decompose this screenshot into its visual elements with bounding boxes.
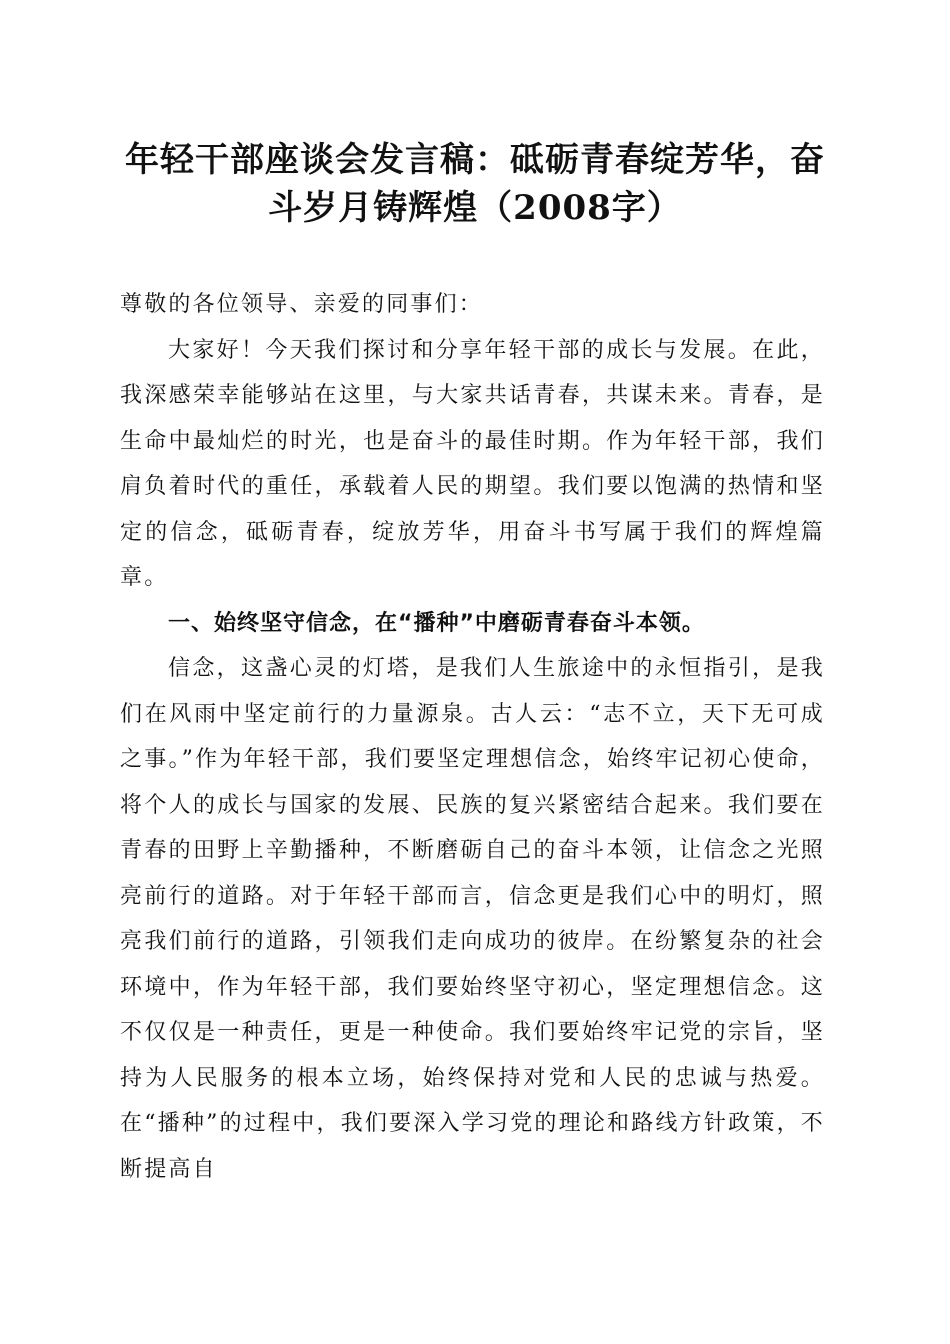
document-title: 年轻干部座谈会发言稿：砥砺青春绽芳华，奋斗岁月铸辉煌（2008字） xyxy=(125,140,825,228)
document-body xyxy=(120,282,825,1192)
salutation: 尊敬的各位领导、亲爱的同事们： xyxy=(120,292,484,317)
section-paragraph: 信念，这盏心灵的灯塔，是我们人生旅途中的永恒指引，是我们在风雨中坚定前行的力量源泉。古人云：“志不立，天下无可成之事。”作为年轻干部，我们要坚定理想信念，始终牢记初心使命，将个人的成长与国家的发展、民族的复兴紧密结合起来。我们要在青春的田野上辛勤播种，不断磨砺自己的奋斗本领，让信念之光照亮前行的道路。对于年轻干部而言，信念更是我们心中的明灯，照亮我们前行的道路，引领我们走向成功的彼岸。在纷繁复杂的社会环境中，作为年轻干部，我们要始终坚守初心，坚定理想信念。这不仅仅是一种责任，更是一种使命。我们要始终牢记党的宗旨，坚持为人民服务的根本立场，始终保持对党和人民的忠诚与热爱。在“播种”的过程中，我们要深入学习党的理论和路线方针政策，不断提高自 xyxy=(120,656,825,1182)
opening-paragraph: 大家好！今天我们探讨和分享年轻干部的成长与发展。在此，我深感荣幸能够站在这里，与大家共话青春，共谋未来。青春，是生命中最灿烂的时光，也是奋斗的最佳时期。作为年轻干部，我们肩负着时代的重任，承载着人民的期望。我们要以饱满的热情和坚定的信念，砥砺青春，绽放芳华，用奋斗书写属于我们的辉煌篇章。 xyxy=(120,337,825,590)
section-heading: 一、始终坚守信念，在“播种”中磨砺青春奋斗本领。 xyxy=(168,610,705,636)
